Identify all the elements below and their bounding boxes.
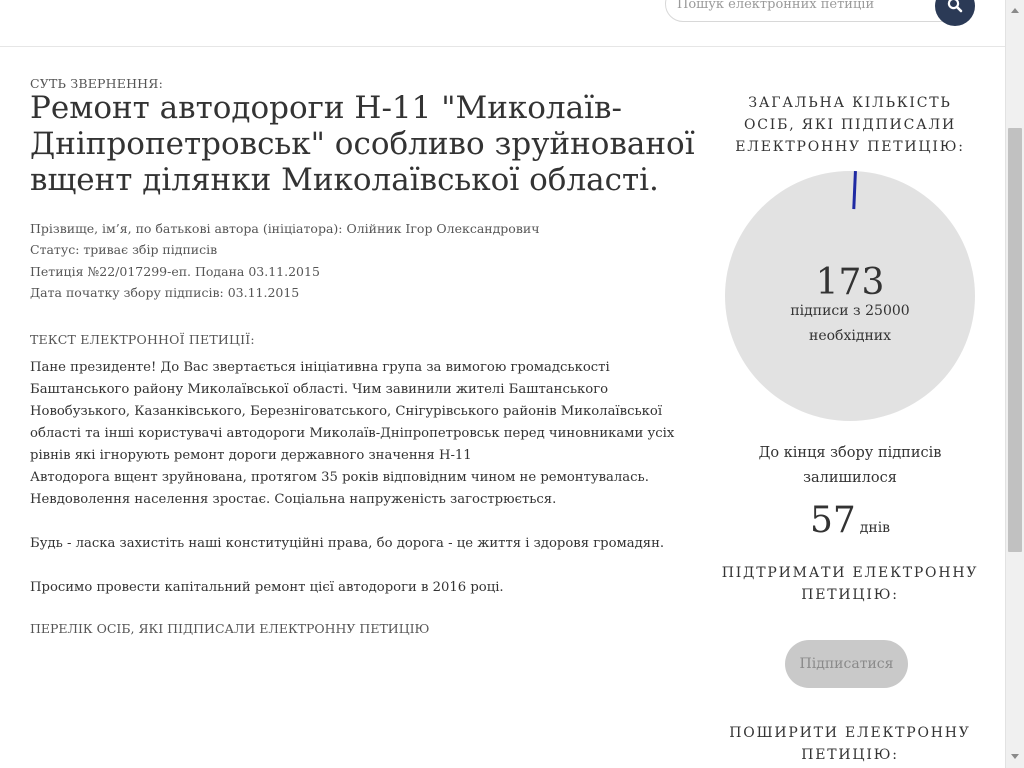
petition-title: Ремонт автодороги Н-11 "Миколаїв-Дніпропетровськ" особливо зруйнованої вщент ділянки Миколаївської області. bbox=[30, 90, 695, 198]
sign-petition-button[interactable]: Підписатися bbox=[785, 640, 908, 688]
signers-list-link[interactable]: ПЕРЕЛІК ОСІБ, ЯКІ ПІДПИСАЛИ ЕЛЕКТРОННУ ПЕТИЦІЮ bbox=[30, 621, 430, 636]
days-remaining bbox=[720, 500, 980, 541]
top-bar bbox=[0, 0, 1005, 47]
signatures-goal-text bbox=[725, 299, 975, 349]
page-scrollbar[interactable] bbox=[1005, 0, 1024, 768]
remaining-label-line-1: До кінця збору підписів bbox=[758, 445, 942, 461]
petition-meta bbox=[30, 218, 700, 303]
remaining-label bbox=[720, 441, 980, 491]
total-signatures-heading: ЗАГАЛЬНА КІЛЬКІСТЬ ОСІБ, ЯКІ ПІДПИСАЛИ ЕЛЕКТРОННУ ПЕТИЦІЮ: bbox=[735, 95, 965, 155]
remaining-label-line-2: залишилося bbox=[803, 470, 897, 486]
petition-paragraph: Пане президенте! До Вас звертається ініціативна група за вимогою громадськості Баштанського району Миколаївської області. Чим завинили жителі Баштанського Новобузького, Казанківського, Березніговатського, Снігурівського районів Миколаївської області та інші користувачі автодороги Миколаїв-Дніпропетровськ перед чиновниками усіх рівнів які ігнорують ремонт дороги державного значення Н-11 bbox=[30, 360, 675, 463]
petition-paragraph: Автодорога вщент зруйнована, протягом 35 років відповідним чином не ремонтувалась. Невдоволення населення зростає. Соціальна напруженість загострюється. bbox=[30, 470, 649, 507]
share-heading: ПОШИРИТИ ЕЛЕКТРОННУ ПЕТИЦІЮ: bbox=[729, 725, 971, 763]
scroll-down-arrow-icon[interactable] bbox=[1011, 754, 1019, 759]
search-input[interactable] bbox=[665, 0, 965, 22]
petition-number-line: Петиція №22/017299-еп. Подана 03.11.2015 bbox=[30, 263, 320, 279]
search-icon bbox=[947, 0, 963, 16]
days-remaining-number: 57 bbox=[809, 500, 856, 541]
petition-paragraph: Будь - ласка захистіть наші конституційні права, бо дорога - це життя і здоровя громадян. bbox=[30, 536, 665, 551]
author-line: Прізвище, ім’я, по батькові автора (ініціатора): Олійник Ігор Олександрович bbox=[30, 221, 540, 236]
petition-text-label: ТЕКСТ ЕЛЕКТРОННОЇ ПЕТИЦІЇ: bbox=[30, 332, 255, 347]
scroll-up-arrow-icon[interactable] bbox=[1011, 8, 1019, 13]
petition-text bbox=[30, 357, 710, 599]
support-heading: ПІДТРИМАТИ ЕЛЕКТРОННУ ПЕТИЦІЮ: bbox=[721, 565, 979, 603]
status-line: Статус: триває збір підписів bbox=[30, 242, 218, 258]
signatures-of-text: підписи з 25000 bbox=[790, 303, 910, 319]
petition-paragraph: Просимо провести капітальний ремонт цієї автодороги в 2016 році. bbox=[30, 580, 504, 595]
search-button[interactable] bbox=[935, 0, 975, 26]
scrollbar-thumb[interactable] bbox=[1008, 128, 1022, 552]
days-remaining-unit: днів bbox=[859, 520, 891, 536]
start-date-line: Дата початку збору підписів: 03.11.2015 bbox=[30, 284, 300, 300]
signatures-count: 173 bbox=[815, 262, 885, 303]
progress-arc bbox=[854, 171, 856, 209]
signature-progress-circle bbox=[725, 171, 975, 421]
essence-label: СУТЬ ЗВЕРНЕННЯ: bbox=[30, 76, 163, 91]
signatures-needed-text: необхідних bbox=[808, 328, 892, 344]
